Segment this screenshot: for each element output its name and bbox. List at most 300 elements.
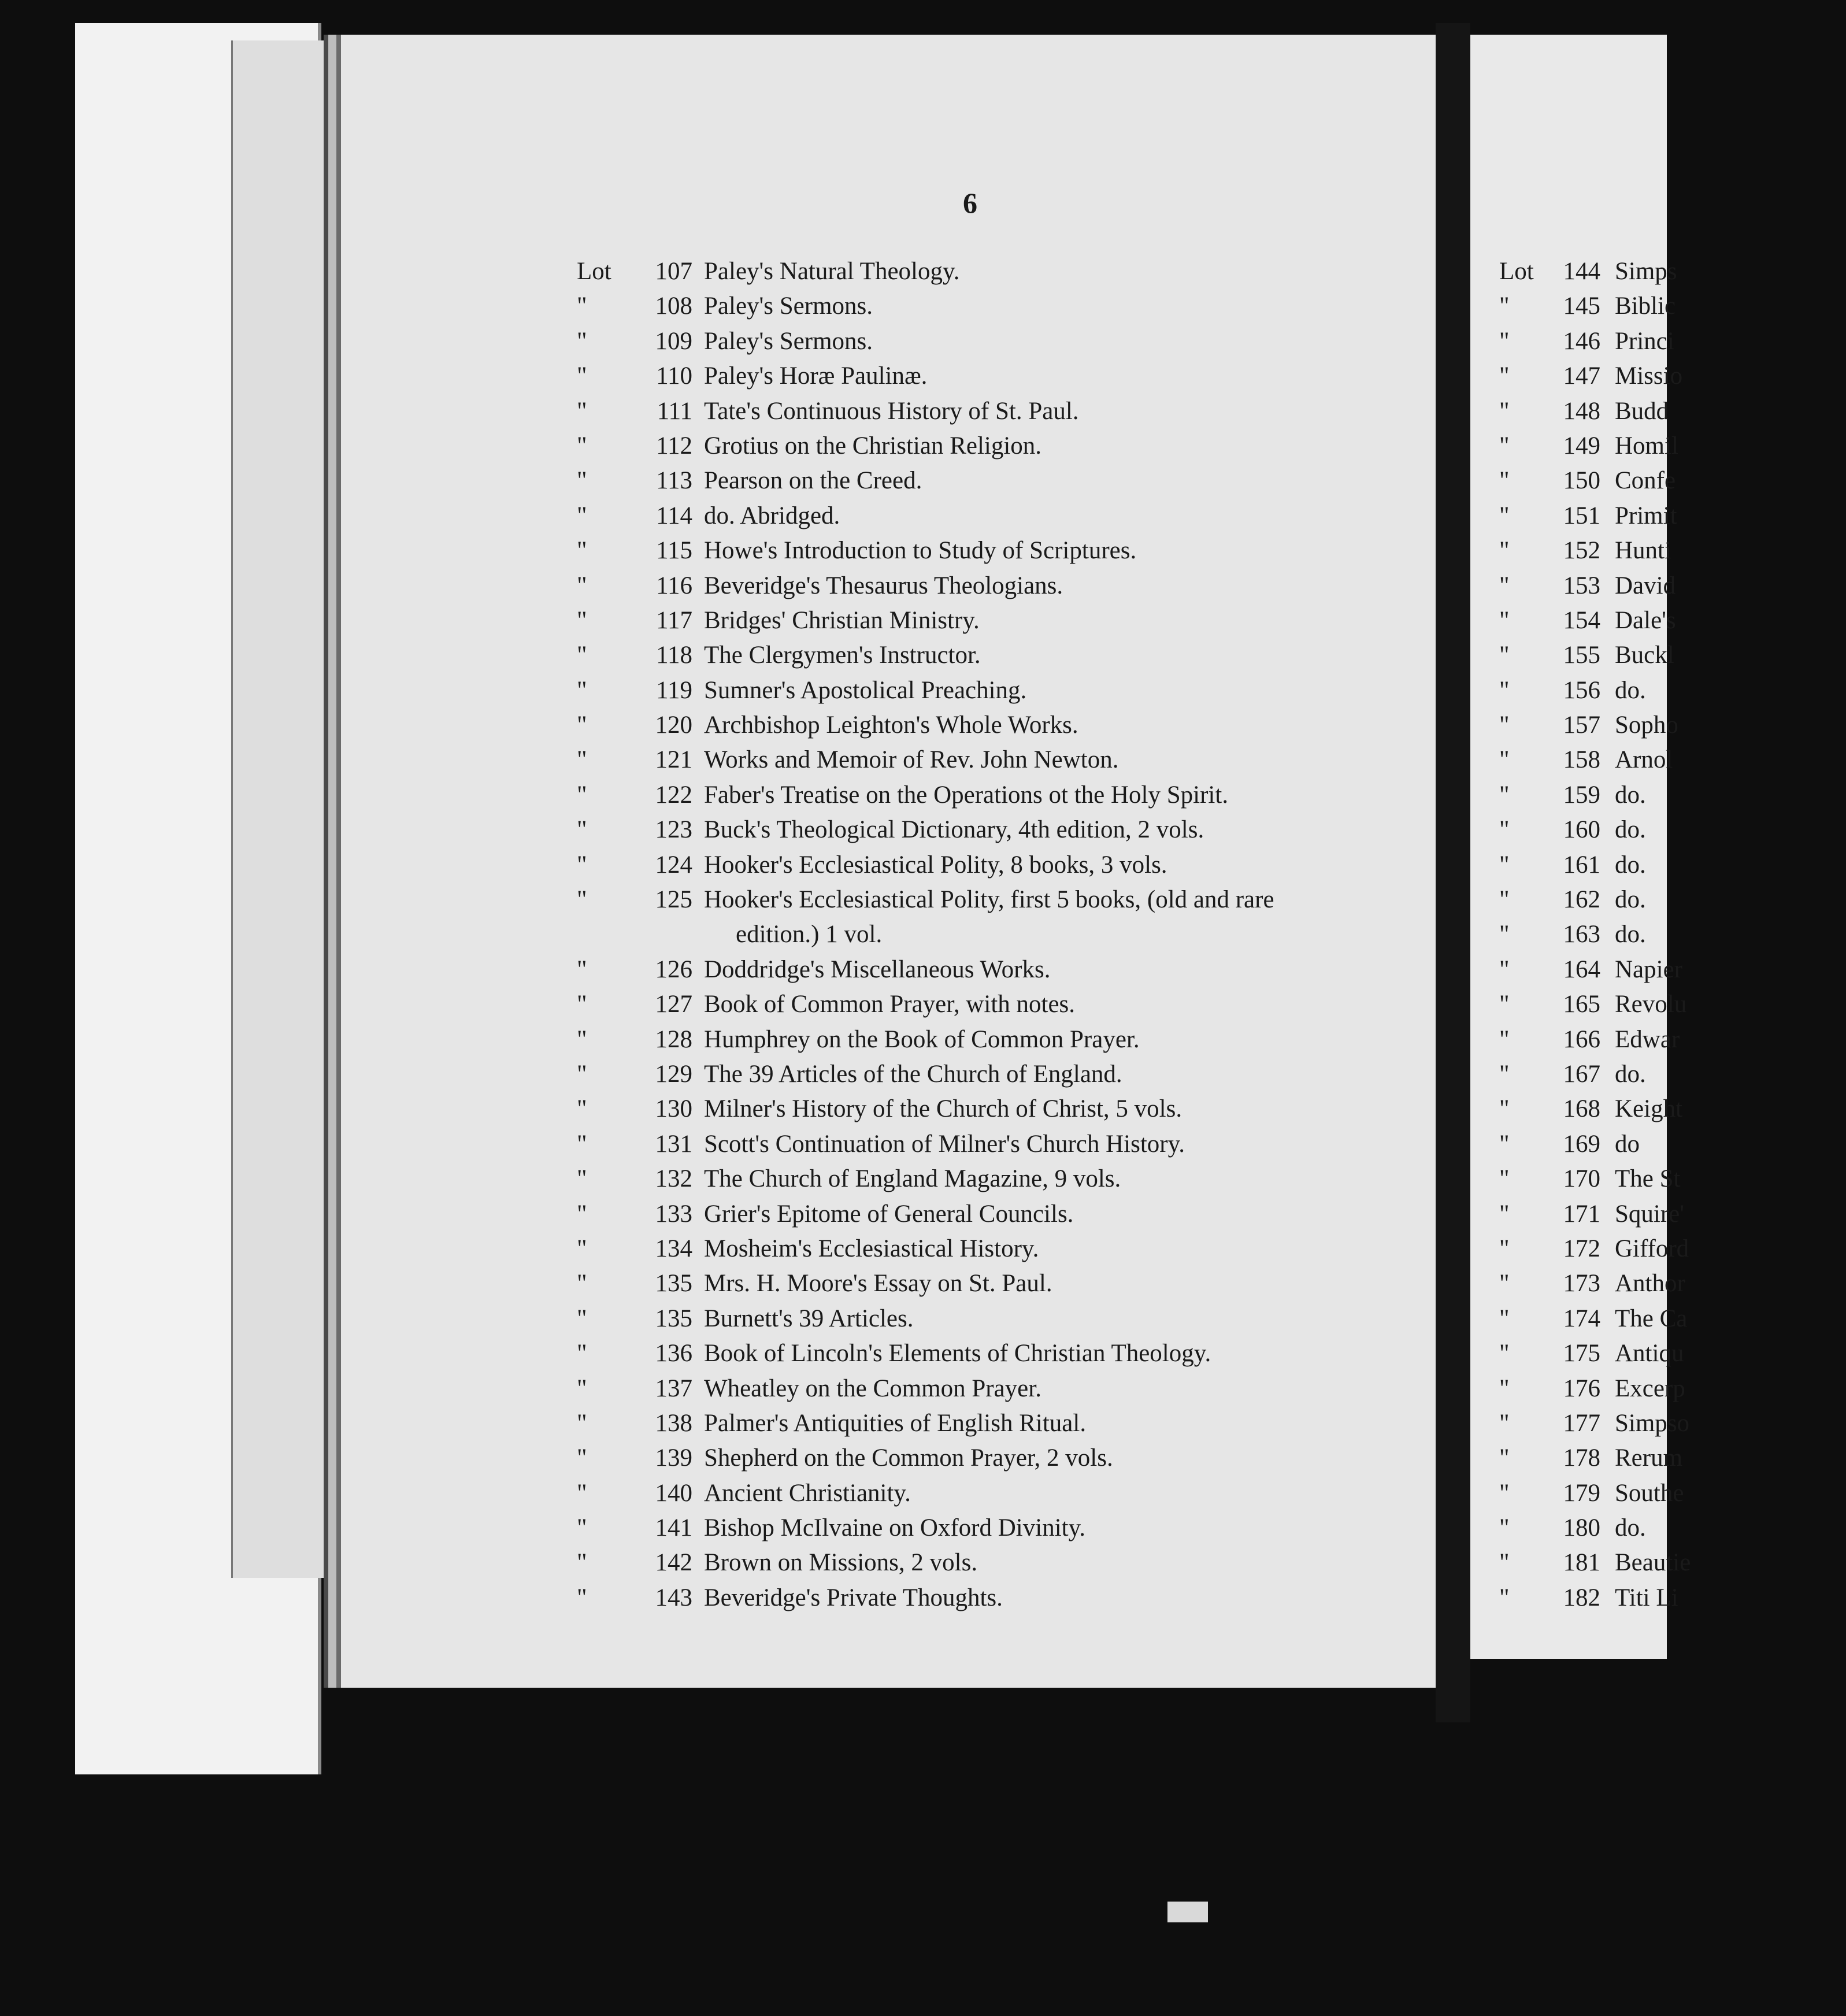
lot-number: 166 [1563,1025,1600,1053]
lot-prefix: " [577,1479,587,1507]
lot-number: 149 [1563,432,1600,459]
lot-title: Confe [1615,467,1676,495]
lot-prefix: " [1499,1549,1510,1577]
lot-title: Doddridge's Miscellaneous Works. [704,955,1051,983]
lot-number: 119 [656,676,692,704]
lot-entry [577,1546,1444,1580]
lot-entry [577,499,1444,533]
lot-prefix: " [1499,1200,1510,1228]
lot-number: 141 [655,1514,692,1542]
lot-entry [577,359,1444,394]
lot-title: Biblic [1615,292,1676,320]
lot-entry [577,1476,1444,1511]
lot-title: Revolu [1615,991,1687,1018]
lot-title: Paley's Sermons. [704,327,873,355]
lot-prefix: " [1499,1060,1510,1088]
lot-entry [577,1441,1444,1476]
lot-number: 137 [655,1374,692,1402]
lot-entry [577,1022,1444,1057]
lot-title: Hunti [1615,537,1671,565]
lot-prefix: " [1499,362,1510,390]
lot-title: Grotius on the Christian Religion. [704,432,1042,459]
lot-entry [1499,1441,1846,1476]
lot-entry [577,883,1444,953]
lot-title: Burnett's 39 Articles. [704,1305,914,1332]
lot-title: David [1615,572,1676,599]
lot-prefix: " [1499,816,1510,844]
lot-prefix: " [577,1584,587,1611]
lot-entry [1499,533,1846,568]
lot-title-continuation: edition.) 1 vol. [736,921,883,948]
lot-entry [1499,1511,1846,1546]
lot-entry [577,1162,1444,1196]
lot-title: Princi [1615,327,1674,355]
lot-entry [1499,1546,1846,1580]
lot-number: 177 [1563,1409,1600,1437]
lot-title: Howe's Introduction to Study of Scriptures. [704,537,1137,565]
lot-title: Mrs. H. Moore's Essay on St. Paul. [704,1270,1052,1298]
lot-title: Titi Li [1615,1584,1678,1611]
lot-number: 164 [1563,955,1600,983]
lot-entry [577,533,1444,568]
lot-prefix: " [577,991,587,1018]
lot-title: Sopho [1615,711,1678,739]
lot-entry [577,1581,1444,1615]
lot-title: do. [1615,781,1646,809]
lot-title: Budd [1615,397,1669,425]
lot-entry [577,708,1444,743]
lot-entry [1499,499,1846,533]
lot-entry [1499,394,1846,429]
lot-title: Anthor [1615,1270,1685,1298]
lot-title: do. [1615,921,1646,948]
lot-entry [1499,743,1846,777]
lot-prefix: " [1499,1374,1510,1402]
lot-number: 144 [1563,258,1600,285]
lot-prefix: " [577,1305,587,1332]
lot-number: 150 [1563,467,1600,495]
lot-prefix: " [577,851,587,879]
lot-number: 110 [656,362,692,390]
lot-number: 162 [1563,886,1600,914]
lot-number: 139 [655,1444,692,1472]
lot-prefix: " [1499,572,1510,599]
lot-prefix: " [1499,886,1510,914]
lot-number: 163 [1563,921,1600,948]
lot-title: do. [1615,676,1646,704]
lot-prefix: " [1499,1584,1510,1611]
lot-prefix: " [1499,1479,1510,1507]
lot-entry [577,1406,1444,1441]
lot-prefix: " [577,781,587,809]
lot-prefix: " [1499,327,1510,355]
lot-number: 132 [655,1165,692,1193]
lot-title: Buck's Theological Dictionary, 4th edition, 2 vols. [704,816,1204,844]
lot-number: 143 [655,1584,692,1611]
lot-number: 173 [1563,1270,1600,1298]
lot-prefix: " [577,1270,587,1298]
lot-title: The St [1615,1165,1681,1193]
lot-title: Palmer's Antiquities of English Ritual. [704,1409,1087,1437]
lot-number: 113 [656,467,692,495]
lot-entry [1499,848,1846,883]
lot-number: 145 [1563,292,1600,320]
lot-entry [1499,1162,1846,1196]
lot-number: 147 [1563,362,1600,390]
lot-prefix: " [577,676,587,704]
lot-title: Napier [1615,955,1682,983]
lot-prefix: " [1499,432,1510,459]
lot-entry [1499,778,1846,813]
lot-title: do. [1615,886,1646,914]
lot-title: Milner's History of the Church of Christ, 5 vols. [704,1095,1183,1123]
lot-number: 170 [1563,1165,1600,1193]
lot-entry [577,1092,1444,1126]
lot-title: do [1615,1130,1640,1158]
lot-entry [577,1232,1444,1266]
lot-number: 159 [1563,781,1600,809]
lot-number: 157 [1563,711,1600,739]
lot-title: Grier's Epitome of General Councils. [704,1200,1074,1228]
lot-title: Missio [1615,362,1683,390]
lot-prefix: " [1499,676,1510,704]
lot-number: 118 [656,642,692,669]
lot-number: 112 [656,432,692,459]
lot-title: Scott's Continuation of Milner's Church History. [704,1130,1185,1158]
lot-entry [1499,464,1846,498]
lot-entry [1499,1372,1846,1406]
lot-entry [1499,917,1846,952]
lot-number: 124 [655,851,692,879]
lot-number: 114 [656,502,692,529]
lot-entry [577,569,1444,603]
lot-number: 130 [655,1095,692,1123]
lot-prefix: " [1499,746,1510,774]
lot-title: Beveridge's Thesaurus Theologians. [704,572,1063,599]
lot-prefix: " [577,746,587,774]
lot-entry [1499,673,1846,708]
lot-number: 117 [656,606,692,634]
lot-number: 120 [655,711,692,739]
lot-number: 171 [1563,1200,1600,1228]
lot-prefix: " [577,955,587,983]
lot-number: 182 [1563,1584,1600,1611]
lot-entry [577,673,1444,708]
lot-entry [577,429,1444,464]
lot-prefix: " [577,1549,587,1577]
lot-number: 152 [1563,537,1600,565]
lot-number: 181 [1563,1549,1600,1577]
lot-entry [577,813,1444,847]
lot-number: 109 [655,327,692,355]
lot-prefix: " [577,1061,587,1088]
lot-prefix: " [577,292,587,320]
lot-prefix: " [577,467,587,495]
lot-title: The 39 Articles of the Church of England. [704,1061,1122,1088]
lot-prefix: " [1499,537,1510,565]
lot-entry [1499,1581,1846,1615]
lot-entry [1499,1057,1846,1092]
lot-title: Wheatley on the Common Prayer. [704,1374,1041,1402]
lot-entry [1499,324,1846,359]
lot-prefix: " [577,1340,587,1368]
lot-entry [1499,638,1846,673]
lot-prefix: " [1499,1444,1510,1472]
lot-prefix: " [1499,1305,1510,1332]
right-page [1470,35,1691,1659]
lot-number: 129 [655,1061,692,1088]
lot-title: Shepherd on the Common Prayer, 2 vols. [704,1444,1113,1472]
lot-prefix: " [577,537,587,565]
lot-number: 167 [1563,1060,1600,1088]
lot-entry [1499,289,1846,324]
lot-prefix: " [1499,955,1510,983]
lot-number: 160 [1563,816,1600,844]
lot-number: 126 [655,955,692,983]
lot-title: Pearson on the Creed. [704,467,922,495]
lot-title: do. [1615,1060,1646,1088]
lot-prefix: " [1499,991,1510,1018]
lot-title: Hooker's Ecclesiastical Polity, first 5 books, (old and rare [704,886,1274,914]
lot-number: 134 [655,1235,692,1262]
lot-prefix: " [577,362,587,390]
lot-title: do. [1615,851,1646,879]
lot-number: 146 [1563,327,1600,355]
lot-title: Beautie [1615,1549,1691,1577]
lot-number: 142 [655,1549,692,1577]
lot-entry [577,848,1444,883]
lot-prefix: " [577,1444,587,1472]
left-page [324,35,1438,1688]
lot-number: 111 [657,397,692,425]
page-edge-stack [231,40,339,1578]
lot-entry [577,1372,1444,1406]
lot-title: Archbishop Leighton's Whole Works. [704,711,1078,739]
lot-prefix: " [577,1374,587,1402]
lot-entry [1499,953,1846,987]
lot-entry [1499,429,1846,464]
lot-title: Arnol [1615,746,1673,774]
lot-title: Gifford [1615,1235,1689,1262]
lot-title: Paley's Sermons. [704,292,873,320]
lot-entry [577,1302,1444,1336]
lot-title: The Church of England Magazine, 9 vols. [704,1165,1121,1193]
lot-entry [577,953,1444,987]
lot-title: Paley's Horæ Paulinæ. [704,362,928,390]
lot-number: 127 [655,991,692,1018]
lot-title: Book of Lincoln's Elements of Christian Theology. [704,1340,1211,1368]
lot-number: 107 [655,258,692,285]
lot-number: 178 [1563,1444,1600,1472]
lot-number: 128 [655,1025,692,1053]
lot-entry [577,1197,1444,1232]
lot-prefix: " [1499,851,1510,879]
lot-prefix: " [1499,711,1510,739]
lot-entry [577,289,1444,324]
lot-prefix: " [1499,781,1510,809]
lot-prefix: " [577,1095,587,1123]
lot-title: Paley's Natural Theology. [704,258,960,285]
lot-title: Keight [1615,1095,1683,1123]
lot-entry [1499,1476,1846,1511]
lot-entry [1499,883,1846,917]
lot-title: Excerp [1615,1374,1685,1402]
lot-prefix: " [577,327,587,355]
lot-prefix: " [577,642,587,669]
lot-prefix: " [1499,292,1510,320]
lot-prefix: " [1499,921,1510,948]
lot-number: 135 [655,1270,692,1298]
lot-number: 156 [1563,676,1600,704]
lot-number: 153 [1563,572,1600,599]
lot-number: 121 [655,746,692,774]
lot-title: Squire' [1615,1200,1685,1228]
lot-entry [1499,987,1846,1022]
lot-title: Rerum [1615,1444,1683,1472]
lot-number: 180 [1563,1514,1600,1542]
lot-number: 131 [655,1130,692,1158]
lot-prefix: " [577,711,587,739]
lot-entry [1499,708,1846,743]
lot-title: Bishop McIlvaine on Oxford Divinity. [704,1514,1086,1542]
lot-prefix: " [1499,1270,1510,1298]
lot-title: Simpso [1615,1409,1690,1437]
lot-number: 133 [655,1200,692,1228]
lot-entry [577,1127,1444,1162]
lot-prefix: " [577,1200,587,1228]
lot-number: 151 [1563,502,1600,529]
lot-number: 175 [1563,1340,1600,1368]
lot-number: 140 [655,1479,692,1507]
lot-prefix: " [577,886,587,914]
lot-number: 168 [1563,1095,1600,1123]
lot-prefix: " [1499,397,1510,425]
lot-title: Mosheim's Ecclesiastical History. [704,1235,1039,1262]
lot-prefix: " [577,502,587,529]
lot-entry [1499,1022,1846,1057]
lot-number: 176 [1563,1374,1600,1402]
lot-entry [577,987,1444,1022]
lot-entry [1499,1406,1846,1441]
lot-entry [577,1336,1444,1371]
lot-prefix: Lot [577,258,611,285]
lot-title: Tate's Continuous History of St. Paul. [704,397,1079,425]
lot-entry [577,778,1444,813]
lot-number: 116 [656,572,692,599]
paper-scrap [1167,1902,1208,1922]
lot-entry [1499,1302,1846,1336]
lot-number: 155 [1563,642,1600,669]
lot-number: 165 [1563,991,1600,1018]
lot-number: 136 [655,1340,692,1368]
lot-title: Bridges' Christian Ministry. [704,606,980,634]
lot-title: do. [1615,816,1646,844]
lot-title: Hooker's Ecclesiastical Polity, 8 books, 3 vols. [704,851,1167,879]
lot-entry [577,324,1444,359]
lot-entry [1499,1266,1846,1301]
lot-title: Dale's [1615,606,1676,634]
lot-entry [1499,1127,1846,1162]
lot-prefix: " [577,816,587,844]
lot-prefix: " [1499,1130,1510,1158]
lot-prefix: " [577,572,587,599]
lot-title: Beveridge's Private Thoughts. [704,1584,1003,1611]
lot-entry [577,603,1444,638]
lot-entry [577,743,1444,777]
lot-number: 161 [1563,851,1600,879]
lot-number: 108 [655,292,692,320]
lot-prefix: " [577,1165,587,1193]
lot-entry [1499,254,1846,289]
lot-title: The Clergymen's Instructor. [704,642,981,669]
lot-prefix: " [577,1130,587,1158]
lot-entry [1499,813,1846,847]
lot-list [577,254,1444,1615]
lot-entry [1499,359,1846,394]
lot-entry [1499,1232,1846,1266]
lot-title: Humphrey on the Book of Common Prayer. [704,1025,1140,1053]
lot-entry [577,638,1444,673]
lot-title: Primit [1615,502,1677,529]
book-spine [1436,23,1470,1722]
lot-number: 148 [1563,397,1600,425]
lot-title: Homil [1615,432,1678,459]
lot-title: Book of Common Prayer, with notes. [704,991,1076,1018]
lot-entry [1499,603,1846,638]
lot-prefix: " [1499,1095,1510,1123]
lot-prefix: " [1499,502,1510,529]
lot-prefix: " [1499,1409,1510,1437]
lot-prefix: " [577,1514,587,1542]
lot-entry [1499,1336,1846,1371]
lot-title: Brown on Missions, 2 vols. [704,1549,978,1577]
lot-prefix: " [577,1409,587,1437]
lot-number: 169 [1563,1130,1600,1158]
lot-title: Simps [1615,258,1677,285]
lot-title: Sumner's Apostolical Preaching. [704,676,1027,704]
lot-entry [577,1057,1444,1092]
lot-number: 138 [655,1409,692,1437]
lot-entry [577,1266,1444,1301]
lot-prefix: " [577,1025,587,1053]
lot-number: 125 [655,886,692,914]
lot-prefix: Lot [1499,258,1534,285]
lot-prefix: " [577,1235,587,1262]
lot-entry [577,254,1444,289]
lot-prefix: " [577,397,587,425]
lot-entry [1499,1197,1846,1232]
lot-number: 179 [1563,1479,1600,1507]
lot-number: 115 [656,537,692,565]
lot-number: 122 [655,781,692,809]
lot-prefix: " [1499,1340,1510,1368]
lot-entry [1499,569,1846,603]
lot-title: Ancient Christianity. [704,1479,911,1507]
lot-number: 123 [655,816,692,844]
lot-title: Buckl [1615,642,1674,669]
lot-title: Edwar [1615,1025,1680,1053]
lot-prefix: " [1499,1025,1510,1053]
lot-number: 154 [1563,606,1600,634]
lot-entry [577,464,1444,498]
lot-prefix: " [1499,1235,1510,1262]
lot-prefix: " [1499,467,1510,495]
page-number: 6 [963,187,977,219]
lot-number: 174 [1563,1305,1600,1332]
lot-entry [577,1511,1444,1546]
lot-title: do. [1615,1514,1646,1542]
lot-title: Southe [1615,1479,1684,1507]
